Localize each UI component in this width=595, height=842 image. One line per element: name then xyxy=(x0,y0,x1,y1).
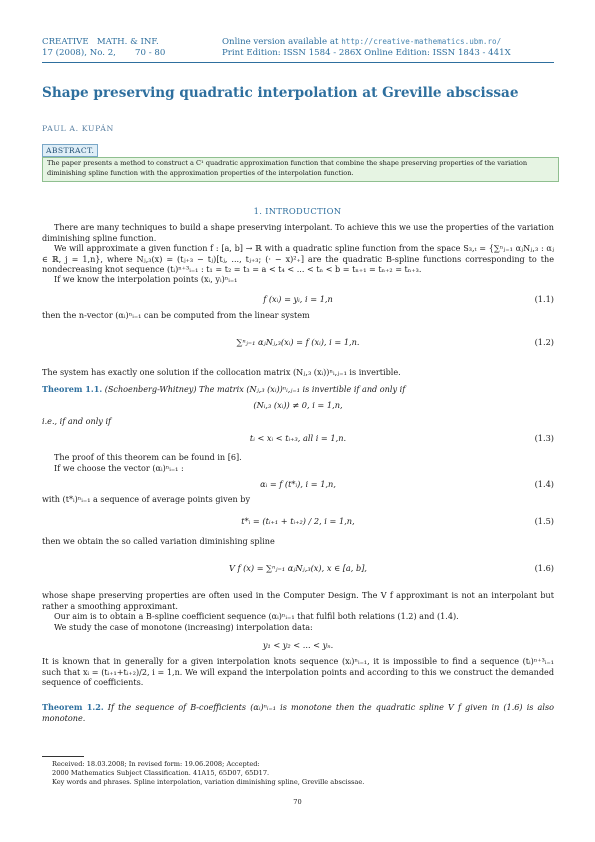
equation-number: (1.4) xyxy=(534,479,554,489)
journal-header xyxy=(42,37,202,58)
theorem-label: Theorem 1.2. xyxy=(42,702,104,712)
footnote-rule xyxy=(42,756,84,757)
paragraph-vd-spline: then we obtain the so called variation diminishing spline xyxy=(42,536,275,546)
paragraph-proof-ref: The proof of this theorem can be found in [6]. xyxy=(54,452,242,462)
online-url-link[interactable]: http://creative-mathematics.ubm.ro/ xyxy=(341,37,502,46)
theorem-1-2 xyxy=(42,702,554,723)
theorem-text: (Schoenberg-Whitney) The matrix (Nⱼ,₃ (xᵢ))ⁿᵢ,ⱼ₌₁ is invertible if and only if xyxy=(104,384,406,394)
edition-header xyxy=(222,37,562,58)
footnote xyxy=(52,760,552,786)
keywords: Key words and phrases. Spline interpolation, variation diminishing spline, Greville abscissae. xyxy=(52,777,365,786)
equation-body: αᵢ = f (t*ᵢ), i = 1,n, xyxy=(260,479,336,489)
header-rule xyxy=(42,62,554,63)
paragraph-interp-points: If we know the interpolation points (xᵢ, yᵢ)ⁿᵢ₌₁ xyxy=(54,274,238,284)
page-number: 70 xyxy=(293,798,302,806)
paragraph-monotone-case: We study the case of monotone (increasing) interpolation data: xyxy=(54,622,313,632)
equation-number: (1.5) xyxy=(534,516,554,526)
equation-body: y₁ < y₂ < ... < yₙ. xyxy=(262,640,334,650)
journal-name: CREATIVE xyxy=(42,37,89,47)
paragraph-average-points: with (t*ᵢ)ⁿᵢ₌₁ a sequence of average points given by xyxy=(42,494,251,504)
paragraph-aim: Our aim is to obtain a B-spline coefficient sequence (αᵢ)ⁿᵢ₌₁ that fulfil both relations (1.2) and (1.4). xyxy=(54,611,459,621)
paper-title: Shape preserving quadratic interpolation at Greville abscissae xyxy=(42,85,519,101)
paragraph-expand-points: It is known that in generally for a given interpolation knots sequence (xᵢ)ⁿᵢ₌₁, it is impossible to find a sequence (tᵢ)ⁿ⁺³ᵢ₌₁ such that xᵢ = (tᵢ₊₁+tᵢ₊₂)/2, i = 1,n. We will expand the interpolation points and according to this we construct the demanded sequence of coefficients. xyxy=(42,656,554,688)
theorem-text: If the sequence of B-coefficients (αᵢ)ⁿᵢ₌₁ is monotone then the quadratic spline V f given in (1.6) is also monotone. xyxy=(42,702,554,723)
paragraph-shape-properties: whose shape preserving properties are often used in the Computer Design. The V f approximant is not an interpolant but rather a smoothing approximant. xyxy=(42,590,554,611)
msc-classification: 2000 Mathematics Subject Classification. 41A15, 65D07, 65D17. xyxy=(52,768,270,777)
print-edition-line: Print Edition: ISSN 1584 - 286X Online Edition: ISSN 1843 - 441X xyxy=(222,47,511,58)
equation-body: V f (x) = ∑ⁿⱼ₌₁ αⱼNⱼ,₃(x), x ∈ [a, b], xyxy=(228,563,368,573)
equation-number: (1.3) xyxy=(534,433,554,443)
online-label: Online version available at xyxy=(222,37,339,47)
theorem-label: Theorem 1.1. xyxy=(42,384,103,394)
volume-line: 17 (2008), No. 2, xyxy=(42,47,116,58)
equation-body: ∑ⁿⱼ₌₁ αⱼNⱼ,₃(xᵢ) = f (xᵢ), i = 1,n. xyxy=(236,337,360,347)
equation-body: tᵢ < xᵢ < tᵢ₊₃, all i = 1,n. xyxy=(249,433,347,443)
equation-number: (1.6) xyxy=(534,563,554,573)
paragraph-choose-vector: If we choose the vector (αᵢ)ⁿᵢ₌₁ : xyxy=(54,463,184,473)
abstract-label: ABSTRACT. xyxy=(42,144,98,157)
journal-subtitle: MATH. & INF. xyxy=(96,37,159,47)
equation-body: t*ᵢ = (tᵢ₊₁ + tᵢ₊₂) / 2, i = 1,n, xyxy=(241,516,355,526)
page-range: 70 - 80 xyxy=(135,47,166,58)
paragraph-intro: There are many techniques to build a shape preserving interpolant. To achieve this we use the properties of the variation diminishing spline function. xyxy=(42,222,554,243)
theorem-1-1 xyxy=(42,384,554,395)
paragraph-collocation: The system has exactly one solution if the collocation matrix (Nⱼ,₃ (xᵢ))ⁿᵢ,ⱼ₌₁ is invertible. xyxy=(42,367,401,377)
equation-number: (1.2) xyxy=(534,337,554,347)
paragraph-approximation: We will approximate a given function f : [a, b] → ℝ with a quadratic spline function from the space S₃,ₜ = {∑ⁿⱼ₌₁ αⱼNⱼ,₃ : αⱼ ∈ ℝ, j = 1,n}, where Nⱼ,₃(x) = (tⱼ₊₃ − tⱼ)[tⱼ, ..., tⱼ₊₃; (· − x)²₊] are the quadratic B-spline functions corresponding to the nondecreasing knot sequence (tᵢ)ⁿ⁺³ᵢ₌₁ : t₁ = t₂ = t₃ = a < t₄ < ... < tₙ < b = tₙ₊₁ = tₙ₊₂ = tₙ₊₃. xyxy=(42,243,554,275)
received-dates: Received: 18.03.2008; In revised form: 19.06.2008; Accepted: xyxy=(52,760,260,768)
abstract-box: The paper presents a method to construct a C¹ quadratic approximation function that combine the shape preserving properties of the variation diminishing spline function with the approximation properties of the interpolation function. xyxy=(42,157,559,182)
ie-line: i.e., if and only if xyxy=(42,416,112,426)
equation-number: (1.1) xyxy=(534,294,554,304)
author-name: PAUL A. KUPÁN xyxy=(42,124,114,133)
equation-body: (Nᵢ,₃ (xᵢ)) ≠ 0, i = 1,n, xyxy=(253,400,343,410)
paragraph-linear-system: then the n-vector (αᵢ)ⁿᵢ₌₁ can be computed from the linear system xyxy=(42,310,310,320)
section-heading: 1. INTRODUCTION xyxy=(253,206,342,216)
equation-body: f (xᵢ) = yᵢ, i = 1,n xyxy=(263,294,333,304)
